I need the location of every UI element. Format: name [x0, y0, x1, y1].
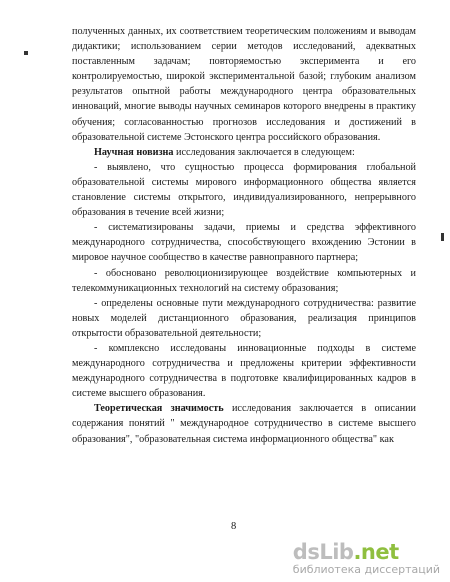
page-number: 8: [231, 521, 237, 532]
theory-heading: Теоретическая значимость: [94, 403, 224, 415]
margin-mark: [24, 51, 28, 55]
watermark-subtitle: библиотека диссертаций: [292, 563, 440, 576]
novelty-heading: Научная новизна: [94, 146, 174, 158]
document-body: [72, 24, 416, 447]
novelty-item-4: - определены основные пути международного сотрудничества: развитие новых моделей дистанционного образования, реализация принципов открытости образовательной деятельности;: [72, 297, 416, 339]
paragraph-intro: полученных данных, их соответствием теоретическим положениям и выводам дидактики; использованием серии методов исследований, адекватных поставленным задачам; повторяемостью эксперимента и его контролируемостью, широкой экспериментальной базой; глубоким анализом результатов опытной работы международного центра образовательных инноваций, многие выводы научных семинаров которого внедрены в практику обучения; согласованностью прогнозов исследования и достижений в образовательной системе Эстонского центра российского образования.: [72, 26, 416, 143]
theory-text: исследования заключается в описании содержания понятий " международное сотрудничество в системе высшего образования", "образовательная система информационного общества" как: [72, 403, 416, 445]
novelty-item-5: - комплексно исследованы инновационные подходы в системе международного сотрудничества и предложены критерии эффективности международного сотрудничества в подготовке квалифицированных кадров в системе высшего образования.: [72, 342, 416, 400]
novelty-item-2: - систематизированы задачи, приемы и средства эффективного международного сотрудничества, способствующего вхождению Эстонии в мировое научное сообщество в качестве равноправного партнера;: [72, 222, 416, 264]
novelty-item-1: - выявлено, что сущностью процесса формирования глобальной образовательной системы мирового информационного общества является становление системы открытого, индивидуализированного, непрерывного образования в течение всей жизни;: [72, 161, 416, 219]
watermark-logo[interactable]: [293, 541, 440, 563]
watermark: [293, 541, 440, 576]
novelty-intro: исследования заключается в следующем:: [173, 146, 355, 158]
novelty-paragraph: [72, 145, 416, 160]
watermark-logo-main: dsLib: [292, 540, 354, 564]
novelty-item-3: - обосновано революционизирующее воздействие компьютерных и телекоммуникационных технологий на систему образования;: [72, 267, 416, 294]
margin-mark: [441, 233, 444, 241]
theory-paragraph: [72, 401, 416, 446]
watermark-logo-tld: .net: [353, 540, 399, 564]
